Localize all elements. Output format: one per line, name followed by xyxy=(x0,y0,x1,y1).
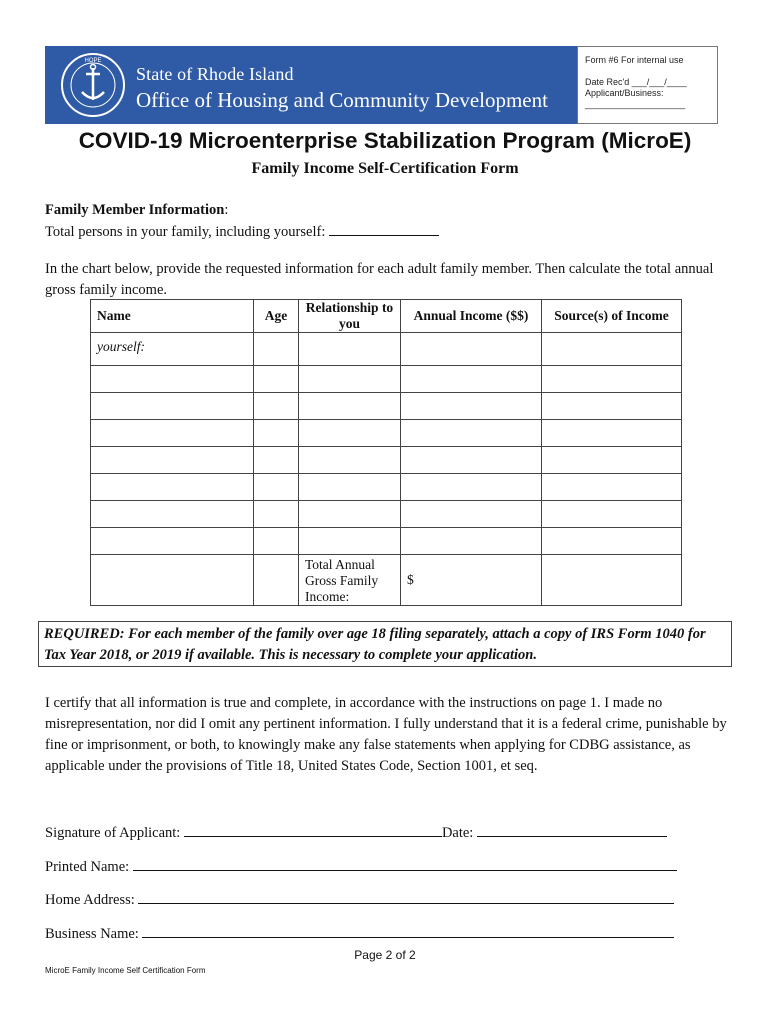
date-label: Date: xyxy=(441,825,474,841)
seal-text: HOPE xyxy=(84,58,102,64)
table-row xyxy=(91,393,682,420)
source-cell[interactable] xyxy=(542,420,682,447)
name-cell[interactable] xyxy=(91,555,254,606)
col-header-name: Name xyxy=(91,300,254,333)
relationship-cell[interactable] xyxy=(299,393,401,420)
printed-name-label: Printed Name: xyxy=(45,859,130,875)
age-cell[interactable] xyxy=(254,393,299,420)
name-cell[interactable] xyxy=(91,528,254,555)
page-number: Page 2 of 2 xyxy=(354,948,416,962)
income-cell[interactable] xyxy=(401,447,542,474)
age-cell[interactable] xyxy=(254,501,299,528)
source-cell[interactable] xyxy=(542,447,682,474)
name-cell[interactable] xyxy=(91,366,254,393)
name-cell[interactable] xyxy=(91,393,254,420)
date-received-field: Date Rec'd ___/___/____ xyxy=(585,77,687,87)
source-cell[interactable] xyxy=(542,366,682,393)
table-row xyxy=(91,366,682,393)
business-name-field[interactable] xyxy=(142,923,674,938)
date-field[interactable] xyxy=(477,822,667,837)
relationship-cell[interactable] xyxy=(299,366,401,393)
relationship-cell[interactable] xyxy=(299,447,401,474)
applicant-business-label: Applicant/Business: xyxy=(585,88,664,98)
table-instructions: In the chart below, provide the requested information for each adult family member. Then calculate the total annual gross family income. xyxy=(45,261,714,298)
age-cell[interactable] xyxy=(254,528,299,555)
relationship-cell[interactable] xyxy=(299,528,401,555)
col-header-annual-income: Annual Income ($$) xyxy=(401,300,542,333)
source-cell[interactable] xyxy=(542,393,682,420)
family-income-table xyxy=(90,299,682,606)
age-cell[interactable] xyxy=(254,420,299,447)
source-cell[interactable] xyxy=(542,333,682,366)
table-row xyxy=(91,447,682,474)
age-cell[interactable] xyxy=(254,555,299,606)
total-income-label: Total Annual Gross Family Income: xyxy=(299,555,401,606)
total-persons-field[interactable] xyxy=(329,221,439,236)
table-row xyxy=(91,528,682,555)
income-cell[interactable] xyxy=(401,393,542,420)
footer-text: MicroE Family Income Self Certification Form xyxy=(45,966,206,975)
total-persons-label: Total persons in your family, including yourself: xyxy=(45,224,326,240)
relationship-cell[interactable] xyxy=(299,420,401,447)
name-cell[interactable] xyxy=(91,474,254,501)
required-notice: REQUIRED: For each member of the family over age 18 filing separately, attach a copy of IRS Form 1040 for Tax Year 2018, or 2019 if available. This is necessary to complete your application. xyxy=(38,621,732,667)
source-cell[interactable] xyxy=(542,501,682,528)
income-cell[interactable] xyxy=(401,333,542,366)
name-cell[interactable] xyxy=(91,501,254,528)
source-cell[interactable] xyxy=(542,528,682,555)
business-name-row xyxy=(45,923,674,943)
family-info-heading-text: Family Member Information xyxy=(45,202,225,218)
total-persons-row xyxy=(45,221,439,243)
home-address-label: Home Address: xyxy=(45,892,135,908)
signature-label: Signature of Applicant: xyxy=(45,825,181,841)
age-cell[interactable] xyxy=(254,333,299,366)
income-cell[interactable] xyxy=(401,420,542,447)
state-name: State of Rhode Island xyxy=(136,64,294,84)
age-cell[interactable] xyxy=(254,474,299,501)
total-row xyxy=(91,555,682,606)
total-source-cell xyxy=(542,555,682,606)
name-cell-yourself[interactable]: yourself: xyxy=(91,333,254,366)
applicant-business-blank: ____________________ xyxy=(585,99,686,109)
office-name: Office of Housing and Community Development xyxy=(136,88,548,112)
rhode-island-seal-logo xyxy=(60,52,126,118)
table-row xyxy=(91,501,682,528)
age-cell[interactable] xyxy=(254,447,299,474)
income-cell[interactable] xyxy=(401,528,542,555)
total-income-field[interactable] xyxy=(401,555,542,606)
business-name-label: Business Name: xyxy=(45,926,139,942)
col-header-source: Source(s) of Income xyxy=(542,300,682,333)
page-title: COVID-19 Microenterprise Stabilization Program (MicroE) xyxy=(78,128,692,153)
home-address-row xyxy=(45,889,674,909)
income-cell[interactable] xyxy=(401,501,542,528)
relationship-cell[interactable] xyxy=(299,474,401,501)
family-info-heading-colon: : xyxy=(224,202,229,218)
home-address-field[interactable] xyxy=(138,889,674,904)
table-row xyxy=(91,333,682,366)
table-row xyxy=(91,474,682,501)
income-cell[interactable] xyxy=(401,474,542,501)
income-cell[interactable] xyxy=(401,366,542,393)
age-cell[interactable] xyxy=(254,366,299,393)
certification-statement: I certify that all information is true and complete, in accordance with the instructions on page 1. I made no misrepresentation, nor did I omit any pertinent information. I fully understand that it is a federal crime, punishable by fine or imprisonment, or both, to knowingly make any false statements when applying for CDBG assistance, as applicable under the provisions of Title 18, United States Code, Section 1001, et seq. xyxy=(45,695,727,774)
table-header-row xyxy=(91,300,682,333)
printed-name-field[interactable] xyxy=(133,856,677,871)
relationship-cell[interactable] xyxy=(299,501,401,528)
family-info-heading xyxy=(45,200,228,221)
printed-name-row xyxy=(45,856,677,876)
col-header-relationship: Relationship to you xyxy=(299,300,401,333)
relationship-cell[interactable] xyxy=(299,333,401,366)
col-header-age: Age xyxy=(254,300,299,333)
name-cell[interactable] xyxy=(91,447,254,474)
signature-row xyxy=(45,822,667,842)
signature-field[interactable] xyxy=(184,822,442,837)
internal-use-label: Form #6 For internal use xyxy=(585,55,684,65)
name-cell[interactable] xyxy=(91,420,254,447)
source-cell[interactable] xyxy=(542,474,682,501)
currency-symbol: $ xyxy=(407,572,414,587)
internal-use-box xyxy=(577,46,718,124)
form-subtitle: Family Income Self-Certification Form xyxy=(251,160,519,177)
table-row xyxy=(91,420,682,447)
